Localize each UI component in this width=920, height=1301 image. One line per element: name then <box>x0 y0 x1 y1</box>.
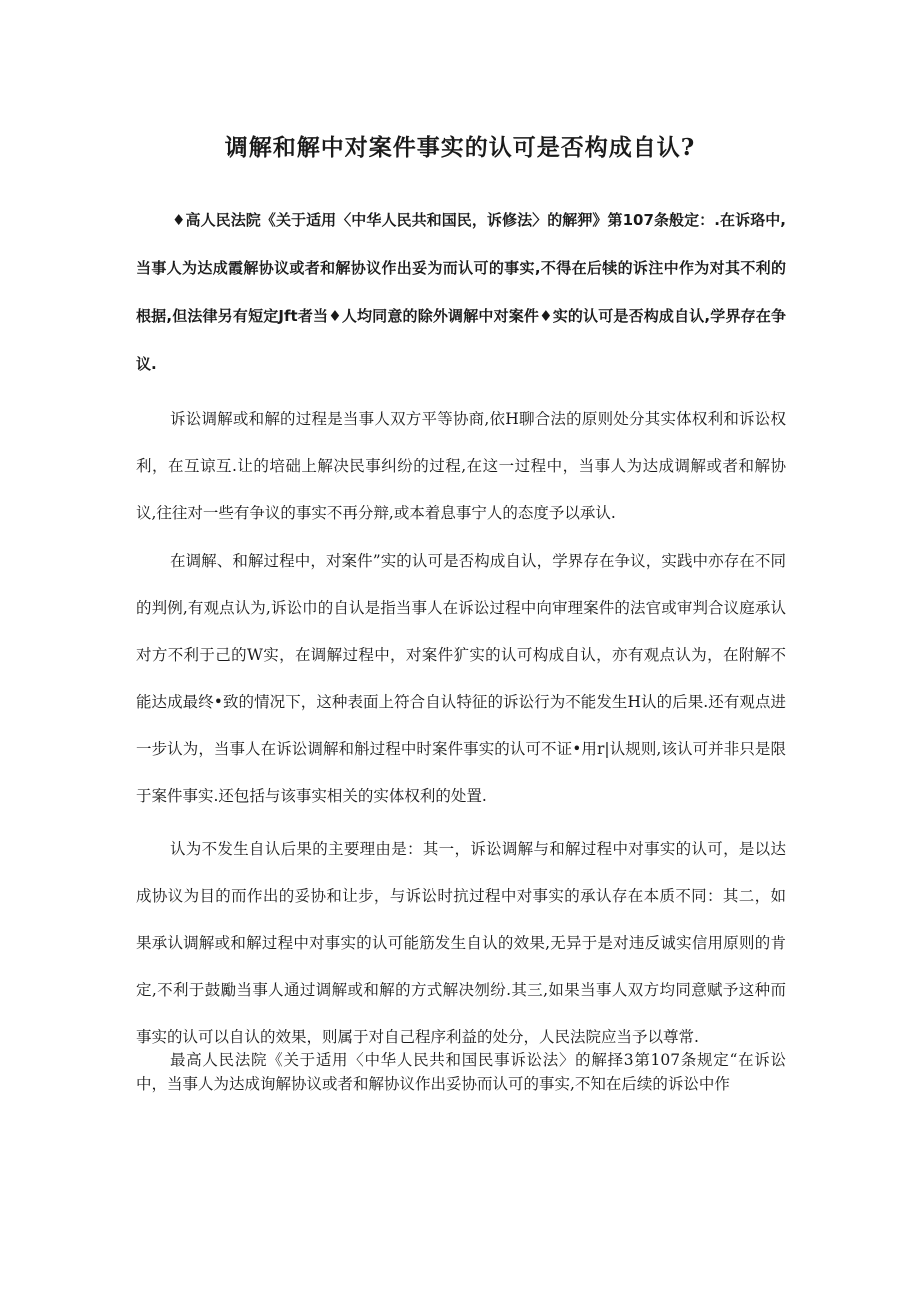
paragraph-5: 最高人民法院《关于适用〈中华人民共和国民事诉讼法〉的解择3第107条规定“在诉讼中，当事人为达成询解协议或者和解协议作出妥协而认可的事实,不知在后续的诉讼中作 <box>136 1051 786 1093</box>
paragraph-4: 认为不发生自认后果的主要理由是：其一，诉讼调解与和解过程中对事实的认可，是以达成协议为目的而作出的妥协和让步，与诉讼时抗过程中对事实的承认存在本质不同：其二，如果承认调解或和解过程中对事实的认可能筋发生自认的效果,无异于是对违反诚实信用原则的肯定,不利于鼓勵当事人通过调解或和解的方式解决刎纷.其三,如果当事人双方均同意赋予这种而事实的认可以自认的效果，则属于对自己程序利益的处分，人民法院应当予以尊常. <box>136 840 786 1046</box>
paragraph-3: 在调解、和解过程中，对案件”实的认可是否构成自认，学界存在争议，实践中亦存在不同的判例,有观点认为,诉讼巾的自认是指当事人在诉讼过程中向审理案件的法官或审判合议庭承认对方不利于己的W实，在调解过程中，对案件犷实的认可构成自认，亦有观点认为，在附解不能达成最终•致的情况下，这种表面上符合自认特征的诉讼行为不能发生H认的后果.还有观点进一步认为，当事人在诉讼调解和斛过程中时案件事实的认可不证•用r|认规则,该认可并非只是限于案件事实.还包括与该事实相关的实体权利的处置. <box>136 552 786 805</box>
document-title: 调解和解中对案件事实的认可是否构成自认? <box>224 134 696 162</box>
paragraph-1: ♦高人民法院《关于适用〈中华人民共和国民，诉修法〉的解狎》第107条般定：.在诉珞中,当事人为达成霞解协议或者和解协议作出妥为而认可的事实,不得在后犊的诉注中作为对其不利的根据,但法律另有短定Jft者当♦人均同意的除外调解中对案件♦实的认可是否构成自认,学界存在争议. <box>136 211 786 373</box>
paragraph-2: 诉讼调解或和解的过程是当事人双方平等协商,依H聊合法的原则处分其实体权利和诉讼权利，在互谅互.让的培础上解决民事纠纷的过程,在这一过程中，当事人为达成调解或者和解协议,往往对一些有争议的事实不再分辩,或本着息事宁人的态度予以承认. <box>136 410 786 522</box>
